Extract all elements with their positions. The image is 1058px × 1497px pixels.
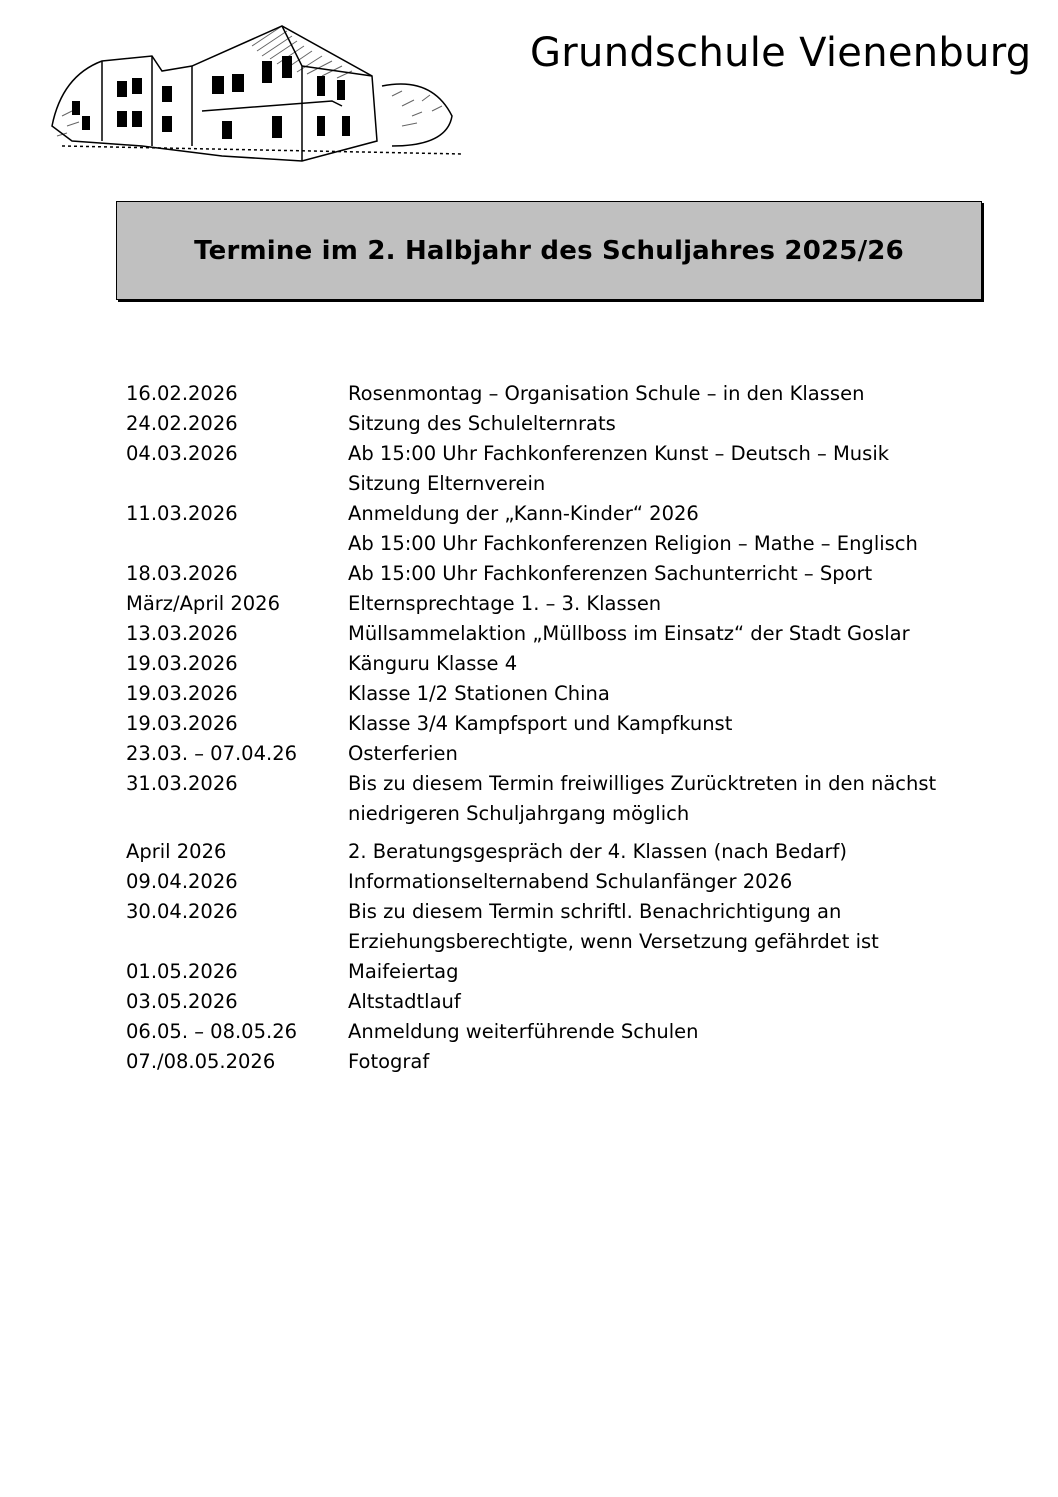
event-date: 11.03.2026 <box>126 502 238 525</box>
event-date: 18.03.2026 <box>126 562 238 585</box>
event-date: März/April 2026 <box>126 592 280 615</box>
event-description: Känguru Klasse 4 <box>348 652 518 675</box>
event-date: 01.05.2026 <box>126 960 238 983</box>
event-date: 23.03. – 07.04.26 <box>126 742 298 765</box>
event-description: Altstadtlauf <box>348 990 461 1013</box>
event-description: Bis zu diesem Termin freiwilliges Zurücktreten in den nächst niedrigeren Schuljahrgang möglich <box>348 772 937 825</box>
event-row <box>126 867 1006 897</box>
event-description: Ab 15:00 Uhr Fachkonferenzen Religion – Mathe – Englisch <box>348 532 918 555</box>
event-description: Sitzung des Schulelternrats <box>348 412 616 435</box>
event-date: 03.05.2026 <box>126 990 238 1013</box>
event-row <box>126 739 1006 769</box>
event-description: Bis zu diesem Termin schriftl. Benachrichtigung an Erziehungsberechtigte, wenn Versetzung gefährdet ist <box>348 900 879 953</box>
event-date <box>126 469 348 499</box>
event-row <box>126 769 1006 829</box>
event-row <box>126 679 1006 709</box>
event-date: 31.03.2026 <box>126 772 238 795</box>
event-date: 09.04.2026 <box>126 870 238 893</box>
event-row <box>126 709 1006 739</box>
event-date: 06.05. – 08.05.26 <box>126 1020 298 1043</box>
event-date: 19.03.2026 <box>126 682 238 705</box>
event-row <box>126 409 1006 439</box>
event-row <box>126 957 1006 987</box>
event-description: Osterferien <box>348 742 458 765</box>
event-date <box>126 529 348 559</box>
event-description: Müllsammelaktion „Müllboss im Einsatz“ der Stadt Goslar <box>348 622 910 645</box>
event-description: Fotograf <box>348 1050 430 1073</box>
event-description: Informationselternabend Schulanfänger 2026 <box>348 870 793 893</box>
event-row <box>126 379 1006 409</box>
event-description: Anmeldung der „Kann-Kinder“ 2026 <box>348 502 699 525</box>
event-date: April 2026 <box>126 840 227 863</box>
event-date: 30.04.2026 <box>126 900 238 923</box>
event-row <box>126 439 1006 469</box>
event-row <box>126 1047 1006 1077</box>
event-row <box>126 529 1006 559</box>
event-row <box>126 1017 1006 1047</box>
event-date: 04.03.2026 <box>126 442 238 465</box>
event-row <box>126 649 1006 679</box>
event-date: 13.03.2026 <box>126 622 238 645</box>
school-name: Grundschule Vienenburg <box>530 30 1032 76</box>
event-description: Anmeldung weiterführende Schulen <box>348 1020 699 1043</box>
event-row <box>126 559 1006 589</box>
event-date: 19.03.2026 <box>126 712 238 735</box>
event-row <box>126 987 1006 1017</box>
page-title: Termine im 2. Halbjahr des Schuljahres 2025/26 <box>194 235 904 266</box>
title-box <box>116 201 982 300</box>
event-description: Klasse 1/2 Stationen China <box>348 682 610 705</box>
event-description: Ab 15:00 Uhr Fachkonferenzen Sachunterricht – Sport <box>348 562 873 585</box>
event-description: Klasse 3/4 Kampfsport und Kampfkunst <box>348 712 733 735</box>
event-row <box>126 589 1006 619</box>
event-description: Maifeiertag <box>348 960 459 983</box>
event-date: 16.02.2026 <box>126 382 238 405</box>
event-description: 2. Beratungsgespräch der 4. Klassen (nach Bedarf) <box>348 840 848 863</box>
event-row <box>126 499 1006 529</box>
event-description: Sitzung Elternverein <box>348 472 546 495</box>
event-date: 19.03.2026 <box>126 652 238 675</box>
event-date: 07./08.05.2026 <box>126 1050 276 1073</box>
event-description: Ab 15:00 Uhr Fachkonferenzen Kunst – Deutsch – Musik <box>348 442 890 465</box>
event-description: Elternsprechtage 1. – 3. Klassen <box>348 592 662 615</box>
events-list <box>126 379 1006 1077</box>
event-description: Rosenmontag – Organisation Schule – in den Klassen <box>348 382 865 405</box>
event-row <box>126 469 1006 499</box>
event-date: 24.02.2026 <box>126 412 238 435</box>
event-row <box>126 897 1006 957</box>
event-row <box>126 837 1006 867</box>
event-row <box>126 619 1006 649</box>
school-building-logo-icon <box>42 16 472 166</box>
